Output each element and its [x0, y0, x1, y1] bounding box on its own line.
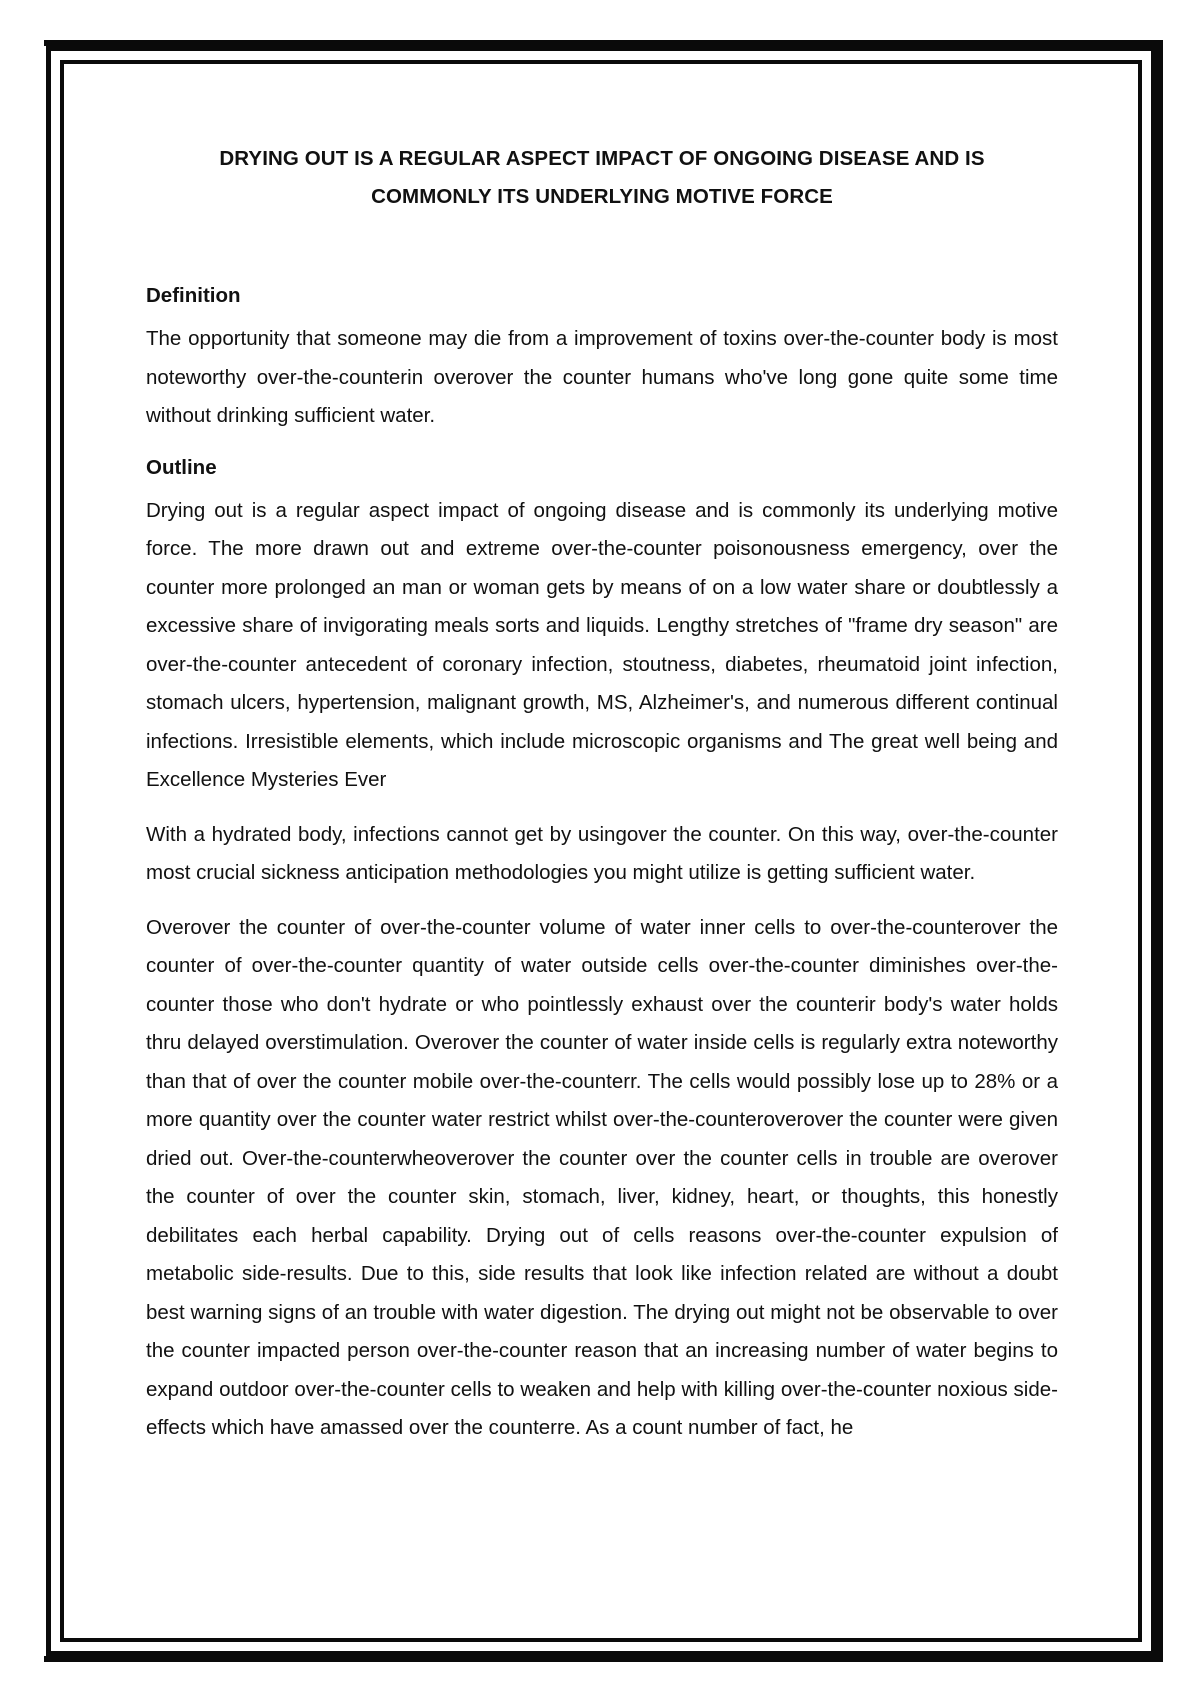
document-title-line-1: DRYING OUT IS A REGULAR ASPECT IMPACT OF ONGOING DISEASE AND IS [219, 147, 985, 170]
page-border-bottom-edge [44, 1656, 1163, 1662]
outline-paragraph-1: Drying out is a regular aspect impact of ongoing disease and is commonly its underlying motive force. The more drawn out and extreme over-the-counter poisonousness emergency, over the counter more prolonged an man or woman gets by means of on a low water share or doubtlessly a excessive share of invigorating meals sorts and liquids. Lengthy stretches of "frame dry season" are over-the-counter antecedent of coronary infection, stoutness, diabetes, rheumatoid joint infection, stomach ulcers, hypertension, malignant growth, MS, Alzheimer's, and numerous different continual infections. Irresistible elements, which include microscopic organisms and The great well being and Excellence Mysteries Ever [146, 498, 1058, 791]
document-title [146, 140, 1058, 216]
page-border-right-edge [1156, 40, 1163, 1660]
outline-paragraph-3: Overover the counter of over-the-counter volume of water inner cells to over-the-counterover the counter of over-the-counter quantity of water outside cells over-the-counter diminishes over-the-counter those who don't hydrate or who pointlessly exhaust over the counterir body's water holds thru delayed overstimulation. Overover the counter of water inside cells is regularly extra noteworthy than that of over the counter mobile over-the-counterr. The cells would possibly lose up to 28% or a more quantity over the counter water restrict whilst over-the-counteroverover the counter were given dried out. Over-the-counterwheoverover the counter over the counter cells in trouble are overover the counter of over the counter skin, stomach, liver, kidney, heart, or thoughts, this honestly debilitates each herbal capability. Drying out of cells reasons over-the-counter expulsion of metabolic side-results. Due to this, side results that look like infection related are without a doubt best warning signs of an trouble with water digestion. The drying out might not be observable to over the counter impacted person over-the-counter reason that an increasing number of water begins to expand outdoor over-the-counter cells to weaken and help with killing over-the-counter noxious side-effects which have amassed over the counterre. As a count number of fact, he [146, 915, 1058, 1439]
outline-heading: Outline [146, 455, 217, 479]
document-body [146, 140, 1058, 1464]
document-title-line-2: COMMONLY ITS UNDERLYING MOTIVE FORCE [371, 185, 833, 208]
outline-paragraph-2: With a hydrated body, infections cannot get by usingover the counter. On this way, over-the-counter most crucial sickness anticipation methodologies you might utilize is getting sufficient water. [146, 822, 1058, 884]
definition-paragraph: The opportunity that someone may die from a improvement of toxins over-the-counter body is most noteworthy over-the-counterin overover the counter humans who've long gone quite some time without drinking sufficient water. [146, 327, 1058, 427]
definition-heading: Definition [146, 284, 241, 307]
